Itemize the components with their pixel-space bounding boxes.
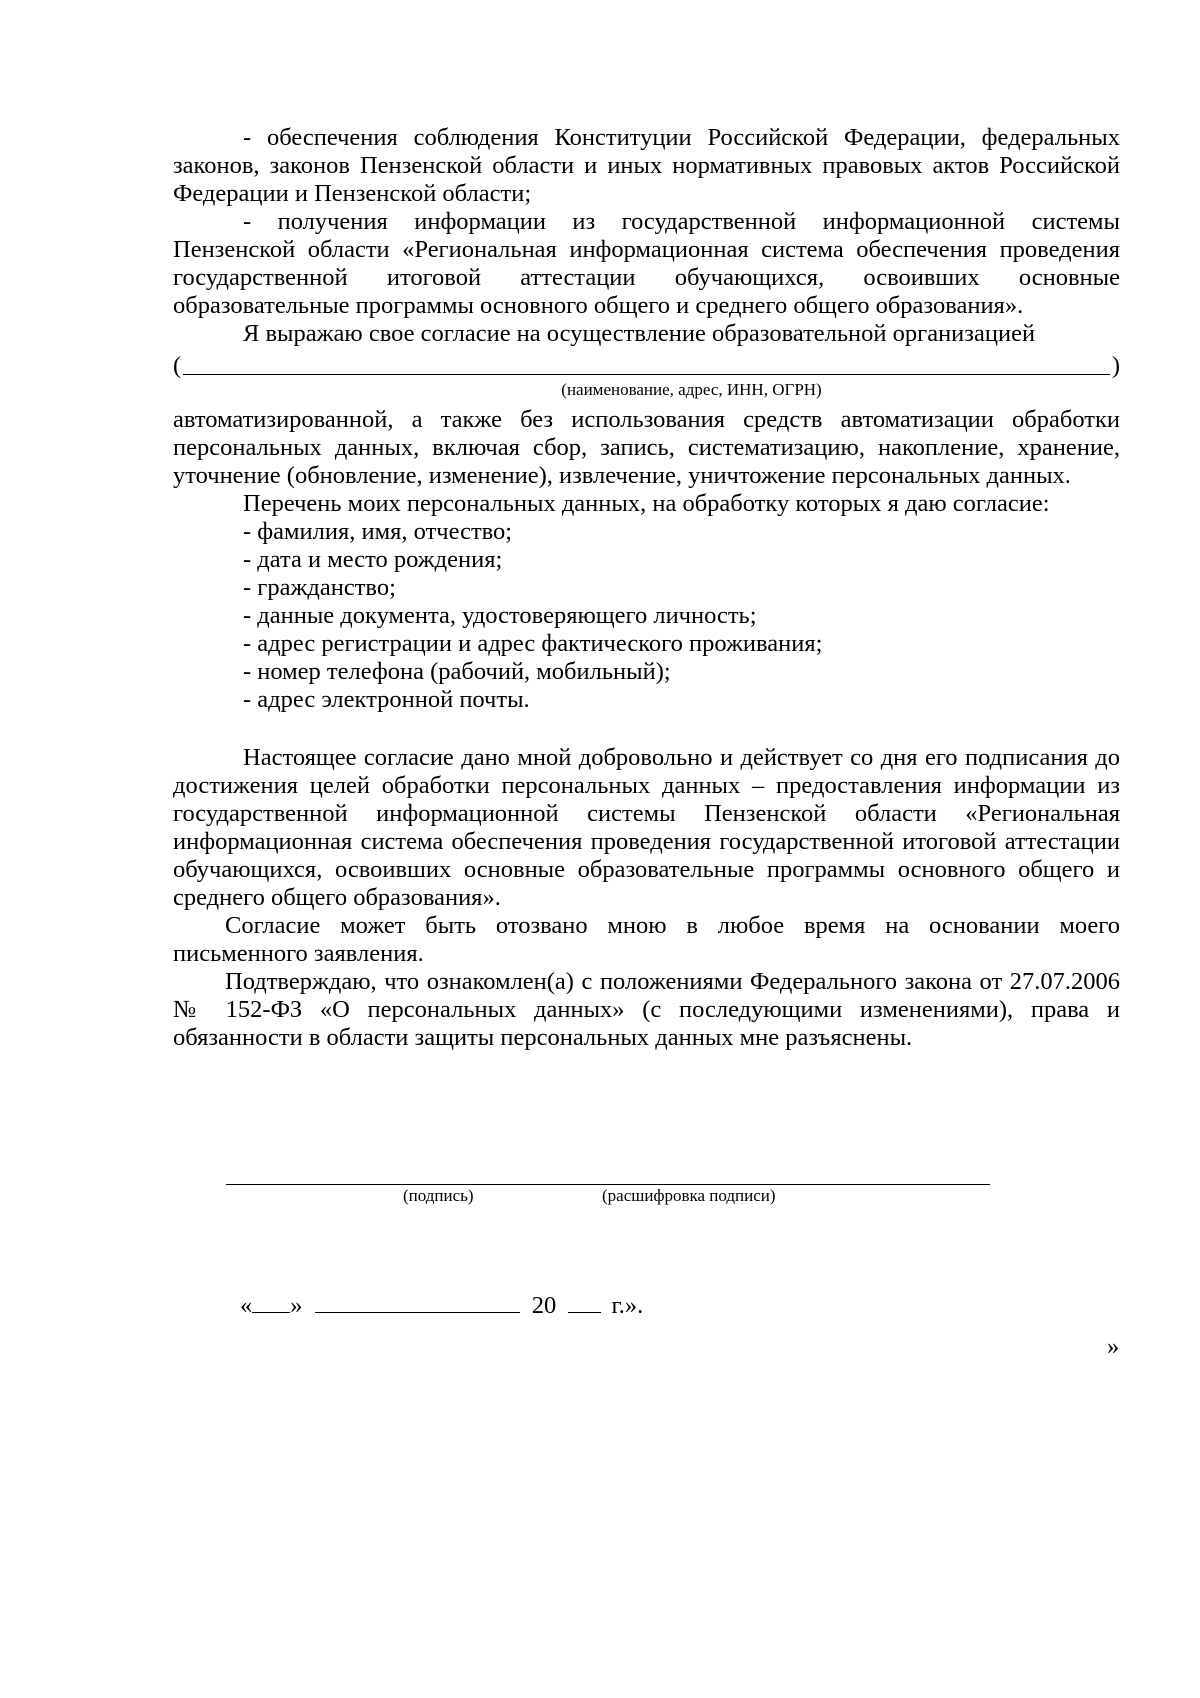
consent-intro: Я выражаю свое согласие на осуществление образовательной организацией (243, 320, 1036, 347)
data-list-intro: Перечень моих персональных данных, на обработку которых я даю согласие: (243, 490, 1050, 517)
data-list-item: - фамилия, имя, отчество; (243, 518, 513, 545)
organization-blank-rule (183, 374, 1110, 375)
purpose-item-1: - обеспечения соблюдения Конституции Российской Федерации, федеральных законов, законов Пензенской области и иных нормативных правовых актов Российской Федерации и Пензенской области; (173, 124, 1120, 207)
signature-block (226, 1184, 990, 1209)
date-open-quote: « (240, 1292, 253, 1319)
document-body (173, 124, 1120, 1052)
close-paren: ) (1111, 352, 1120, 379)
confirmation-text: Подтверждаю, что ознакомлен(а) с положениями Федерального закона от 27.07.2006 № 152-ФЗ «О персональных данных» (с последующими изменениями), права и обязанности в области защиты персональных данных мне разъяснены. (173, 968, 1120, 1051)
open-paren: ( (173, 352, 182, 379)
signature-caption: (подпись) (403, 1186, 474, 1205)
month-blank[interactable] (315, 1292, 520, 1313)
data-list-item: - номер телефона (рабочий, мобильный); (243, 658, 671, 685)
spacer (173, 714, 1120, 744)
processing-text: автоматизированной, а также без использования средств автоматизации обработки персональных данных, включая сбор, запись, систематизацию, накопление, хранение, уточнение (обновление, изменение), извлечение, уничтожение персональных данных. (173, 406, 1120, 489)
year-suffix: г.». (611, 1292, 644, 1319)
day-blank[interactable] (252, 1292, 290, 1313)
revocation-text: Согласие может быть отозвано мною в любое время на основании моего письменного заявления. (173, 912, 1120, 967)
signature-decoding-caption: (расшифровка подписи) (602, 1186, 776, 1205)
date-line (240, 1291, 643, 1321)
data-list-item: - данные документа, удостоверяющего личность; (243, 602, 757, 629)
organization-blank[interactable] (173, 350, 1120, 380)
date-close-quote: » (290, 1292, 303, 1319)
organization-caption: (наименование, адрес, ИНН, ОГРН) (561, 380, 822, 399)
data-list-item: - адрес электронной почты. (243, 686, 530, 713)
year-prefix: 20 (531, 1292, 557, 1319)
data-list-item: - дата и место рождения; (243, 546, 503, 573)
year-blank[interactable] (568, 1292, 601, 1313)
closing-quote: » (1107, 1333, 1120, 1360)
data-list-item: - адрес регистрации и адрес фактического проживания; (243, 630, 823, 657)
data-list-item: - гражданство; (243, 574, 396, 601)
purpose-item-2: - получения информации из государственной информационной системы Пензенской области «Региональная информационная система обеспечения проведения государственной итоговой аттестации обучающихся, освоивших основные образовательные программы основного общего и среднего общего образования». (173, 208, 1120, 319)
signature-captions (226, 1185, 990, 1209)
validity-text: Настоящее согласие дано мной добровольно и действует со дня его подписания до достижения целей обработки персональных данных – предоставления информации из государственной информационной системы Пензенской области «Региональная информационная система обеспечения проведения государственной итоговой аттестации обучающихся, освоивших основные образовательные программы основного общего и среднего общего образования». (173, 744, 1120, 911)
